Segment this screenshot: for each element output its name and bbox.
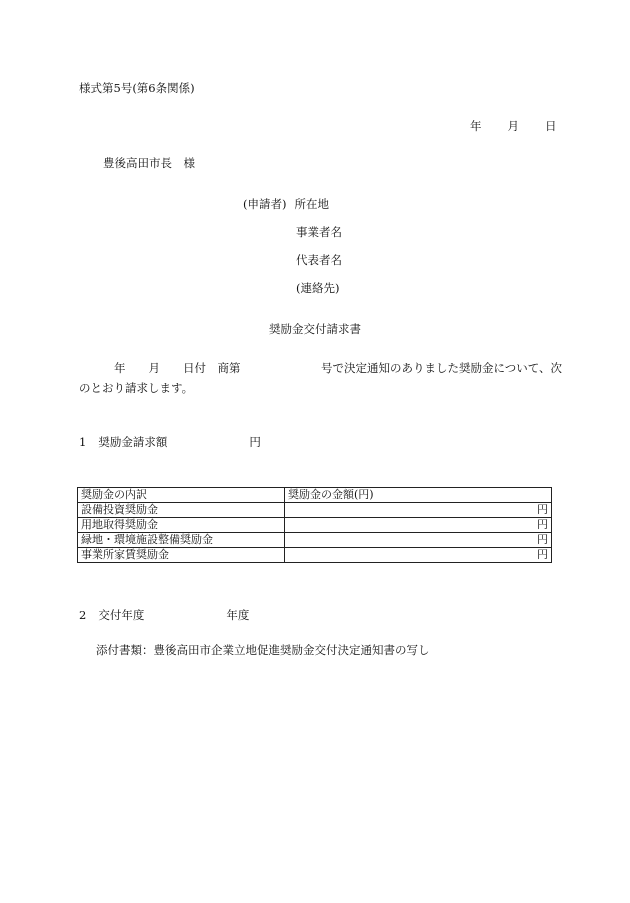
table-header-item: 奨励金の内訳 — [78, 488, 285, 503]
table-cell-item: 緑地・環境施設整備奨励金 — [78, 533, 285, 548]
table-header-amount: 奨励金の金額(円) — [285, 488, 552, 503]
breakdown-table — [77, 487, 552, 563]
table-cell-amount: 円 — [285, 503, 552, 518]
body-text-line1: 年 月 日付 商第 号で決定通知のありました奨励金について、次 — [114, 361, 563, 375]
form-number: 様式第5号(第6条関係) — [79, 81, 195, 95]
section2-unit: 年度 — [226, 608, 250, 622]
section-fiscal-year — [79, 608, 249, 622]
addressee: 豊後高田市長 様 — [103, 156, 195, 170]
section2-label: 交付年度 — [98, 608, 145, 622]
table-cell-item: 事業所家賃奨励金 — [78, 548, 285, 563]
applicant-label — [243, 197, 329, 211]
section-claim-amount — [79, 435, 261, 449]
table-row — [78, 548, 552, 563]
table-cell-item: 設備投資奨励金 — [78, 503, 285, 518]
table-row — [78, 533, 552, 548]
date-month: 月 — [507, 119, 519, 133]
applicant-field-representative: 代表者名 — [296, 253, 342, 267]
applicant-field-address: 所在地 — [294, 197, 329, 211]
table-cell-amount: 円 — [285, 533, 552, 548]
table-cell-amount: 円 — [285, 518, 552, 533]
section1-label: 奨励金請求額 — [98, 435, 168, 449]
table-row — [78, 503, 552, 518]
applicant-field-business-name: 事業者名 — [296, 225, 342, 239]
section1-unit: 円 — [249, 435, 261, 449]
document-title: 奨励金交付請求書 — [269, 322, 361, 336]
applicant-label-text: (申請者) — [243, 197, 287, 211]
date-year: 年 — [470, 119, 482, 133]
section1-number: 1 — [79, 435, 87, 449]
applicant-field-contact: (連絡先) — [296, 281, 340, 295]
table-cell-item: 用地取得奨励金 — [78, 518, 285, 533]
table-header-row — [78, 488, 552, 503]
section2-number: 2 — [79, 608, 87, 622]
attachment-note: 添付書類：豊後高田市企業立地促進奨励金交付決定通知書の写し — [96, 643, 430, 657]
table-cell-amount: 円 — [285, 548, 552, 563]
date-day: 日 — [545, 119, 557, 133]
date-line — [470, 119, 557, 133]
table-row — [78, 518, 552, 533]
body-text-line2: のとおり請求します。 — [79, 381, 194, 395]
